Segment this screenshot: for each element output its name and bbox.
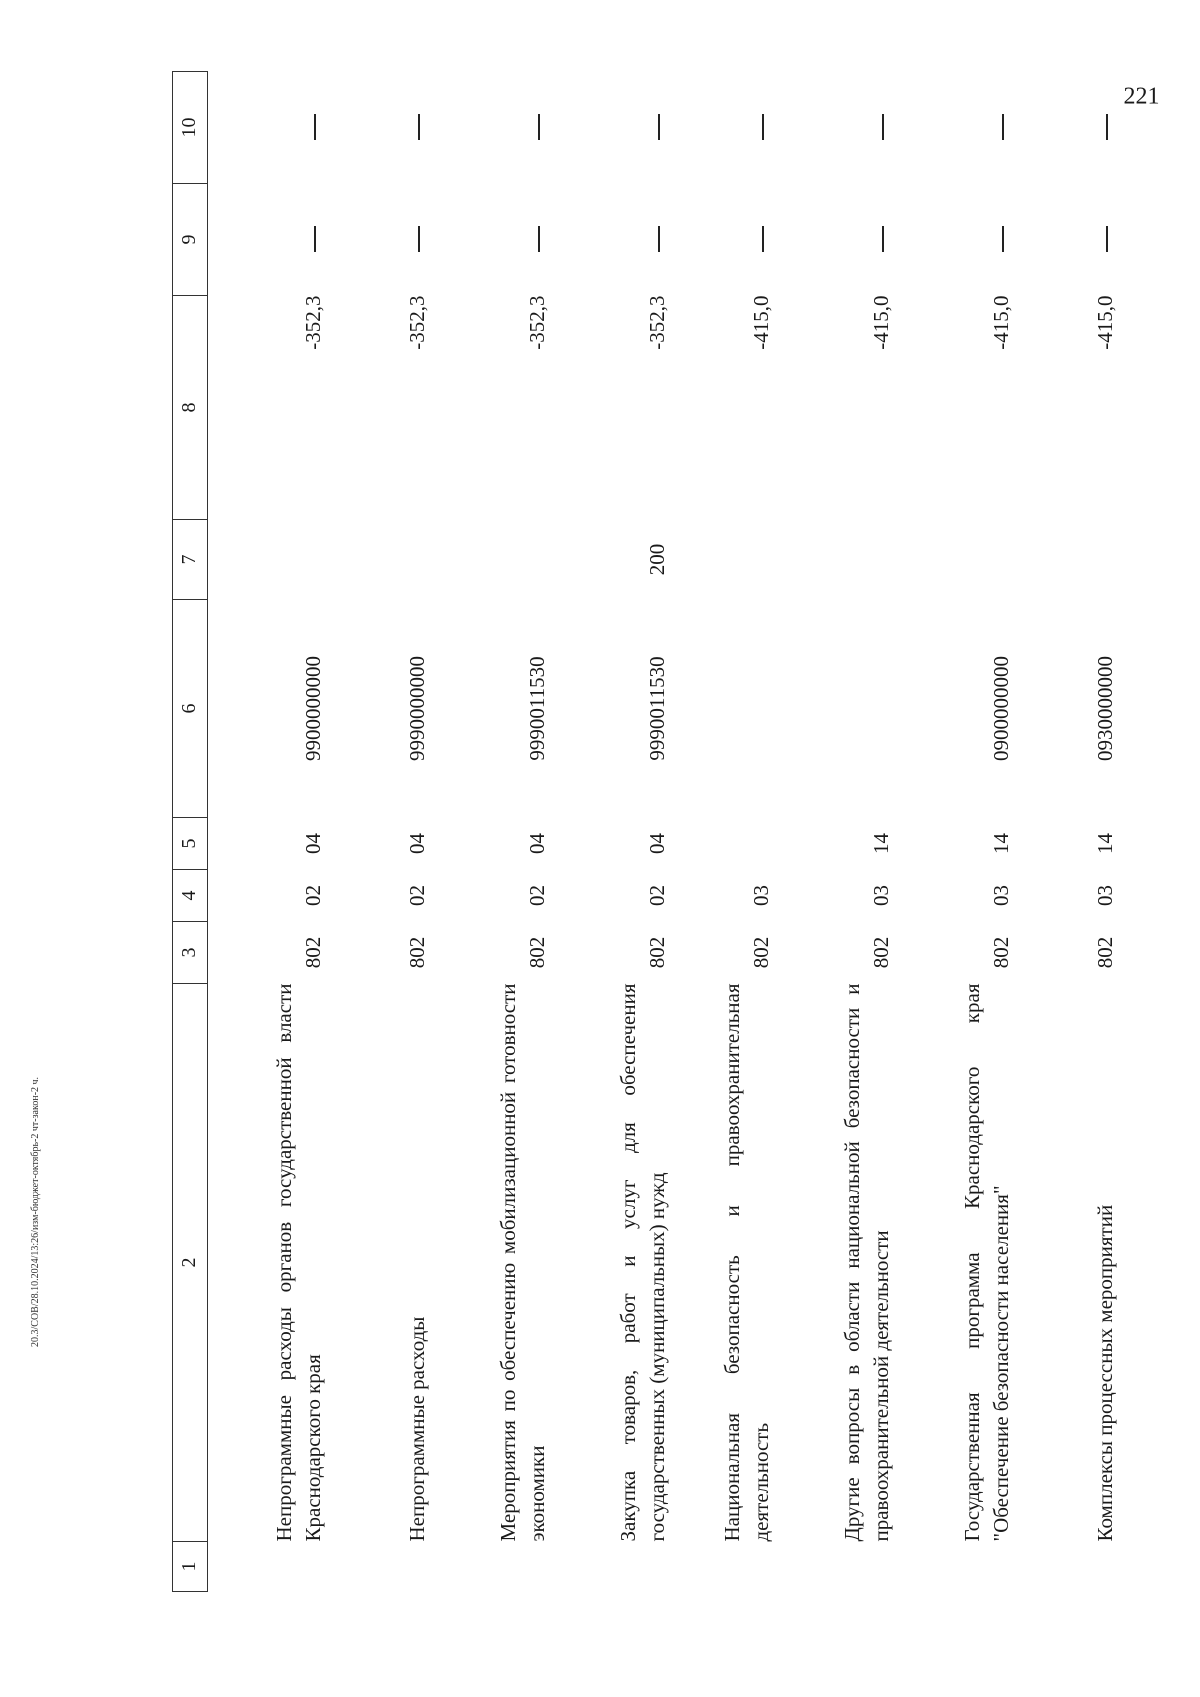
row-name: Закупка товаров, работ и услуг для обеспечения государственных (муниципальных) нужд <box>616 983 670 1542</box>
cell-c10 <box>552 72 672 184</box>
table-row <box>328 72 432 1592</box>
col-header-9: 9 <box>173 184 208 296</box>
dash-mark <box>658 227 660 253</box>
dash-mark <box>762 115 764 141</box>
table-row <box>896 72 1016 1592</box>
dash-mark <box>658 115 660 141</box>
dash-mark <box>314 227 316 253</box>
cell-c5: 04 <box>405 833 430 854</box>
cell-c10 <box>208 72 329 184</box>
dash-mark <box>538 115 540 141</box>
cell-c5: 04 <box>301 833 326 854</box>
cell-c8: -415,0 <box>1093 295 1118 350</box>
header-row <box>173 72 208 1592</box>
dash-mark <box>314 115 316 141</box>
cell-c1 <box>776 1542 896 1592</box>
row-name: Комплексы процессных мероприятий <box>1093 1204 1118 1542</box>
table-row <box>552 72 672 1592</box>
row-name: Непрограммные расходы <box>405 1316 430 1542</box>
cell-c3: 802 <box>645 936 670 969</box>
dash-mark <box>1002 227 1004 253</box>
cell-c8: -352,3 <box>525 295 550 350</box>
cell-c8: -415,0 <box>869 295 894 350</box>
cell-c6: 0900000000 <box>989 656 1014 761</box>
dash-mark <box>882 227 884 253</box>
cell-c7 <box>432 520 552 600</box>
cell-c1 <box>328 1542 432 1592</box>
cell-c4: 03 <box>869 885 894 906</box>
cell-c4: 03 <box>749 885 774 906</box>
cell-c7 <box>776 520 896 600</box>
cell-c4: 02 <box>301 885 326 906</box>
cell-c5: 14 <box>1093 833 1118 854</box>
cell-c1 <box>672 1542 776 1592</box>
cell-c5 <box>672 818 776 870</box>
cell-c6 <box>776 600 896 818</box>
cell-c10 <box>896 72 1016 184</box>
budget-table <box>172 71 1120 1592</box>
cell-c5: 04 <box>645 833 670 854</box>
cell-c7 <box>328 520 432 600</box>
cell-c8: -352,3 <box>301 295 326 350</box>
row-name: Мероприятия по обеспечению мобилизационной готовности экономики <box>496 983 550 1542</box>
col-header-6: 6 <box>173 600 208 818</box>
cell-c6: 9900000000 <box>301 656 326 761</box>
cell-c10 <box>672 72 776 184</box>
cell-c3: 802 <box>869 936 894 969</box>
cell-c3: 802 <box>989 936 1014 969</box>
cell-c4: 03 <box>989 885 1014 906</box>
cell-c10 <box>776 72 896 184</box>
cell-c7 <box>672 520 776 600</box>
col-header-1: 1 <box>173 1542 208 1592</box>
cell-c9 <box>432 184 552 296</box>
dash-mark <box>418 227 420 253</box>
dash-mark <box>538 227 540 253</box>
cell-c10 <box>328 72 432 184</box>
cell-c9 <box>1016 184 1120 296</box>
cell-c7: 200 <box>645 543 670 576</box>
cell-c9 <box>776 184 896 296</box>
col-header-7: 7 <box>173 520 208 600</box>
dash-mark <box>1002 115 1004 141</box>
cell-c8: -352,3 <box>405 295 430 350</box>
cell-c4: 02 <box>405 885 430 906</box>
dash-mark <box>418 115 420 141</box>
dash-mark <box>1106 227 1108 253</box>
col-header-2: 2 <box>173 984 208 1542</box>
dash-mark <box>882 115 884 141</box>
cell-c8: -415,0 <box>989 295 1014 350</box>
cell-c1 <box>552 1542 672 1592</box>
cell-c1 <box>208 1542 329 1592</box>
page-number: 221 <box>1123 83 1160 110</box>
row-name: Национальная безопасность и правоохранительная деятельность <box>720 983 774 1542</box>
col-header-5: 5 <box>173 818 208 870</box>
cell-c10 <box>432 72 552 184</box>
row-name: Другие вопросы в области национальной безопасности и правоохранительной деятельности <box>840 983 894 1542</box>
cell-c5: 14 <box>869 833 894 854</box>
table-row <box>208 72 329 1592</box>
cell-c7 <box>208 520 329 600</box>
cell-c6 <box>672 600 776 818</box>
footer-note: 20.3/СОВ/28.10.2024/13:26/изм-бюджет-октябрь-2 чт-закон-2 ч. <box>30 1076 41 1347</box>
cell-c7 <box>1016 520 1120 600</box>
cell-c4: 02 <box>525 885 550 906</box>
row-name: Государственная программа Краснодарского края "Обеспечение безопасности населения" <box>960 983 1014 1542</box>
cell-c1 <box>896 1542 1016 1592</box>
cell-c4: 02 <box>645 885 670 906</box>
cell-c3: 802 <box>1093 936 1118 969</box>
cell-c5: 14 <box>989 833 1014 854</box>
cell-c6: 9990000000 <box>405 656 430 761</box>
cell-c9 <box>328 184 432 296</box>
col-header-4: 4 <box>173 870 208 922</box>
cell-c1 <box>432 1542 552 1592</box>
cell-c9 <box>896 184 1016 296</box>
table-row <box>776 72 896 1592</box>
cell-c6: 9990011530 <box>645 656 670 761</box>
table-row <box>432 72 552 1592</box>
cell-c3: 802 <box>525 936 550 969</box>
cell-c8: -415,0 <box>749 295 774 350</box>
col-header-3: 3 <box>173 922 208 984</box>
table-row <box>1016 72 1120 1592</box>
col-header-10: 10 <box>173 72 208 184</box>
cell-c9 <box>208 184 329 296</box>
cell-c3: 802 <box>405 936 430 969</box>
cell-c10 <box>1016 72 1120 184</box>
cell-c3: 802 <box>749 936 774 969</box>
cell-c4: 03 <box>1093 885 1118 906</box>
row-name: Непрограммные расходы органов государственной власти Краснодарского края <box>272 983 326 1542</box>
col-header-8: 8 <box>173 296 208 520</box>
cell-c3: 802 <box>301 936 326 969</box>
cell-c5: 04 <box>525 833 550 854</box>
cell-c9 <box>672 184 776 296</box>
dash-mark <box>762 227 764 253</box>
cell-c1 <box>1016 1542 1120 1592</box>
table-row <box>672 72 776 1592</box>
dash-mark <box>1106 115 1108 141</box>
cell-c6: 0930000000 <box>1093 656 1118 761</box>
cell-c9 <box>552 184 672 296</box>
cell-c8: -352,3 <box>645 295 670 350</box>
cell-c7 <box>896 520 1016 600</box>
cell-c6: 9990011530 <box>525 656 550 761</box>
